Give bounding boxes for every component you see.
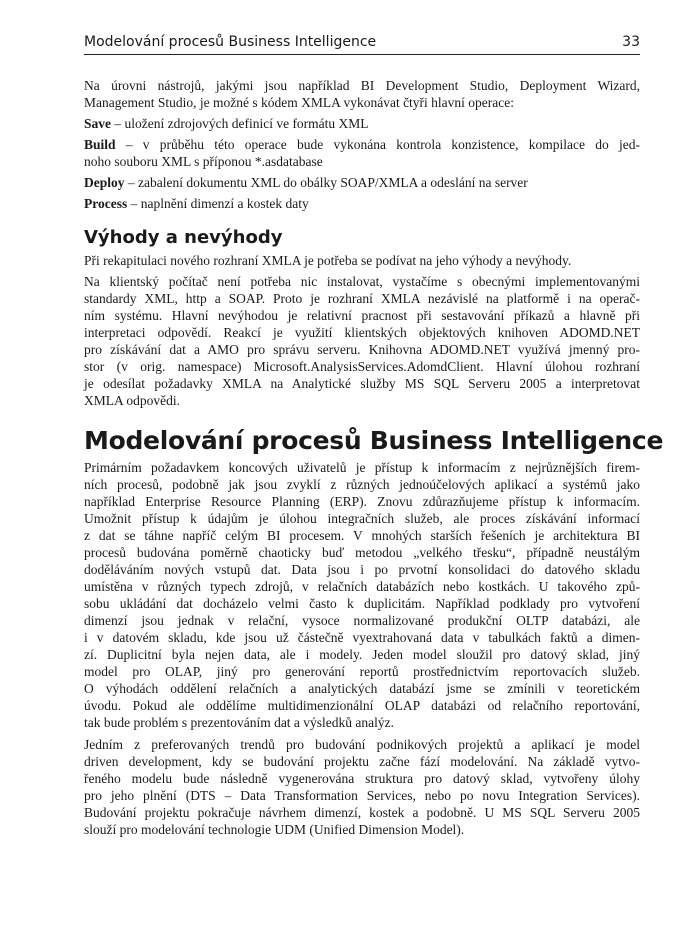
operation-deploy — [84, 174, 640, 191]
operation-term: Build — [84, 137, 116, 152]
text-line — [84, 94, 640, 111]
text-line — [84, 77, 640, 94]
section-heading-pros-cons: Výhody a nevýhody — [84, 227, 283, 248]
text-line — [84, 459, 640, 476]
text-line — [84, 153, 640, 170]
text-line-content: stor (v orig. namespace) Microsoft.AnalysisServices.AdomdClient. Hlavní úlohou rozhraní — [84, 359, 640, 374]
text-line — [84, 595, 640, 612]
operation-build — [84, 136, 640, 170]
paragraph — [84, 273, 640, 409]
text-line — [84, 629, 640, 646]
text-line-content: dimenzí jsou jednak v relační, vysoce normalizované produkční OLTP databázi, ale — [84, 613, 640, 628]
text-line — [84, 527, 640, 544]
text-line-content: zí. Duplicitní byla nejen data, ale i modely. Jeden model sloužil pro datový sklad, jiný — [84, 647, 640, 662]
text-line-content: ních procesů, podobně jak jsou zvyklí z různých jednoúčelových aplikací a systémů jako — [84, 477, 640, 492]
text-line — [84, 174, 640, 191]
text-line-content: doděláváním nových vstupů dat. Data jsou i po prvotní konsolidaci do datového skladu — [84, 562, 640, 577]
operation-save — [84, 115, 640, 132]
text-line — [84, 115, 640, 132]
text-line-content: z dat se táhne napříč celým BI procesem. V mnohých starších řešeních je architektura BI — [84, 528, 640, 543]
text-line-content: XMLA odpovědi. — [84, 393, 180, 408]
page-body — [84, 77, 664, 842]
text-line — [84, 493, 640, 510]
text-line — [84, 821, 640, 838]
text-line — [84, 753, 640, 770]
text-line — [84, 736, 640, 753]
text-line — [84, 770, 640, 787]
text-line — [84, 561, 640, 578]
text-line — [84, 680, 640, 697]
text-line — [84, 307, 640, 324]
text-line-content: sobu ukládání dat docházelo velmi často k duplicitám. Například podklady pro vytvoření — [84, 596, 640, 611]
text-line-content: Umožnit přístup k údajům je úlohou integračních služeb, ale proces získávání informací — [84, 511, 640, 526]
text-line-content: Jedním z preferovaných trendů pro budování podnikových projektů a aplikací je model — [84, 737, 640, 752]
text-line-content: Primárním požadavkem koncových uživatelů je přístup k informacím z nejrůznějších firem- — [84, 460, 640, 475]
operation-process — [84, 195, 640, 212]
paragraph — [84, 736, 640, 838]
text-line — [84, 476, 640, 493]
text-line-content: – v průběhu této operace bude vykonána kontrola konzistence, kompilace do jed- — [115, 137, 640, 152]
text-line-content: úvodu. Pokud ale oddělíme multidimenzionální OLAP databázi od relačního reportování, — [84, 698, 640, 713]
text-line — [84, 510, 640, 527]
text-line — [84, 787, 640, 804]
text-line — [84, 195, 640, 212]
text-line — [84, 544, 640, 561]
text-line-content: driven development, kdy se budování projektu začne fází modelování. Na základě vytvo- — [84, 754, 640, 769]
operation-term: Save — [84, 116, 111, 131]
text-line-content: Na úrovni nástrojů, jakými jsou například BI Development Studio, Deployment Wizard, — [84, 78, 640, 93]
text-line — [84, 341, 640, 358]
text-line — [84, 136, 640, 153]
text-line-content: Při rekapitulaci nového rozhraní XMLA je potřeba se podívat na jeho výhody a nevýhody. — [84, 253, 572, 268]
text-line-content: je odesílat požadavky XMLA na Analytické služby MS SQL Serveru 2005 a interpretovat — [84, 376, 640, 391]
text-line — [84, 290, 640, 307]
text-line-content: ním systému. Hlavní nevýhodou je relativní pracnost při sestavování příkazů a hlavně při — [84, 308, 640, 323]
text-line — [84, 612, 640, 629]
text-line-content: pro získávání dat a AMO pro správu serveru. Knihovna ADOMD.NET využívá jmenný pro- — [84, 342, 640, 357]
text-line-content: model pro OLAP, jiný pro generování reportů prostřednictvím reportovacích služeb. — [84, 664, 640, 679]
text-line-content: i v datovém skladu, kde jsou už částečně vyextrahovaná data v tabulkách faktů a dimen- — [84, 630, 640, 645]
page-number: 33 — [622, 34, 640, 50]
text-line-content: Budování projektu pokračuje návrhem dimenzí, kostek a podobně. U MS SQL Serveru 2005 — [84, 805, 640, 820]
text-line — [84, 663, 640, 680]
chapter-heading-modeling: Modelování procesů Business Intelligence — [84, 426, 664, 455]
text-line-content: – uložení zdrojových definicí ve formátu XML — [111, 116, 369, 131]
text-line-content: – naplnění dimenzí a kostek daty — [127, 196, 309, 211]
text-line-content: například Enterprise Resource Planning (ERP). Znovu zdůrazňujeme přístup k informacím. — [84, 494, 640, 509]
text-line-content: řeného modelu bude následně vygenerována struktura pro datový sklad, vytvořeny úlohy — [84, 771, 640, 786]
text-line-content: tak bude problém s prezentováním dat a výsledků analýz. — [84, 715, 395, 730]
text-line — [84, 358, 640, 375]
text-line — [84, 252, 640, 269]
text-line-content: pro jeho plnění (DTS – Data Transformation Services, nebo po novu Integration Services). — [84, 788, 640, 803]
running-header — [84, 32, 640, 55]
paragraph — [84, 459, 640, 731]
text-line — [84, 646, 640, 663]
text-line-content: Management Studio, je možné s kódem XMLA vykonávat čtyři hlavní operace: — [84, 95, 515, 110]
intro-paragraph — [84, 77, 640, 111]
text-line-content: umístěna v různých typech zdrojů, v relačních databázích nebo kostkách. U takového způ- — [84, 579, 640, 594]
text-line-content: Na klientský počítač není potřeba nic instalovat, vystačíme s obecnými implementovanými — [84, 274, 640, 289]
operation-term: Process — [84, 196, 128, 211]
text-line-content: interpretaci odpovědí. Reakcí je využití klientských objektových knihoven ADOMD.NET — [84, 325, 640, 340]
operation-term: Deploy — [84, 175, 125, 190]
text-line — [84, 324, 640, 341]
text-line — [84, 714, 640, 731]
text-line — [84, 273, 640, 290]
text-line-content: standardy XML, http a SOAP. Proto je rozhraní XMLA nezávislé na platformě i na operač- — [84, 291, 640, 306]
text-line — [84, 375, 640, 392]
text-line — [84, 804, 640, 821]
text-line-content: slouží pro modelování technologie UDM (Unified Dimension Model). — [84, 822, 465, 837]
running-header-title: Modelování procesů Business Intelligence — [84, 34, 377, 50]
text-line-content: procesů budována poměrně chaoticky buď metodou „velkého třesku“, případně neustálým — [84, 545, 640, 560]
text-line-content: O výhodách oddělení relačních a analytických databází jsme se zmínili v teoretickém — [84, 681, 640, 696]
text-line — [84, 578, 640, 595]
paragraph — [84, 252, 640, 269]
text-line-content: noho souboru XML s příponou *.asdatabase — [84, 154, 323, 169]
text-line — [84, 392, 640, 409]
text-line-content: – zabalení dokumentu XML do obálky SOAP/XMLA a odeslání na server — [124, 175, 528, 190]
text-line — [84, 697, 640, 714]
